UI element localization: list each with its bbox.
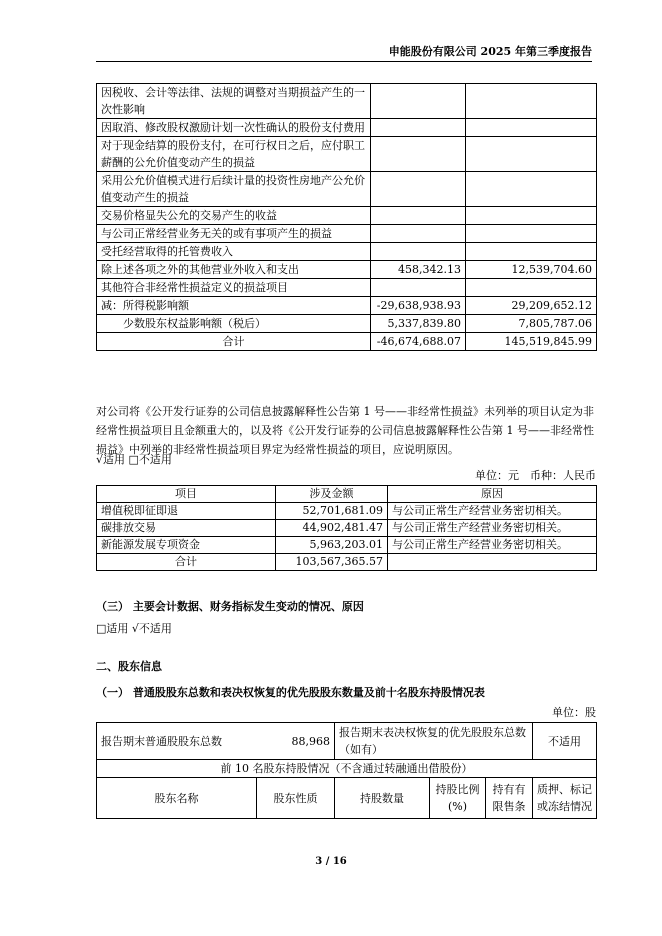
item-cell: 与公司正常经营业务无关的或有事项产生的损益 <box>97 225 371 243</box>
table-row <box>97 261 597 279</box>
table-row <box>97 723 597 760</box>
current-period-cell <box>371 137 466 172</box>
table-row <box>97 315 597 333</box>
item-cell: 其他符合非经常性损益定义的损益项目 <box>97 279 371 297</box>
item-cell: 合计 <box>97 554 276 571</box>
current-period-cell: 5,337,839.80 <box>371 315 466 333</box>
item-cell: 新能源发展专项资金 <box>97 537 276 554</box>
header-cell: 项目 <box>97 486 276 503</box>
amount-cell: 5,963,203.01 <box>276 537 388 554</box>
table-row <box>97 84 597 119</box>
currency-unit: 单位：元 币种：人民币 <box>475 469 596 482</box>
reason-cell: 与公司正常生产经营业务密切相关。 <box>388 520 597 537</box>
ytd-cell <box>466 207 597 225</box>
item-cell: 除上述各项之外的其他营业外收入和支出 <box>97 261 371 279</box>
current-period-cell: 458,342.13 <box>371 261 466 279</box>
reason-cell: 与公司正常生产经营业务密切相关。 <box>388 537 597 554</box>
table-row <box>97 520 597 537</box>
table-row <box>97 279 597 297</box>
item-cell: 少数股东权益影响额（税后） <box>97 315 371 333</box>
table-row <box>97 554 597 571</box>
item-cell: 碳排放交易 <box>97 520 276 537</box>
section-3-title: （三） 主要会计数据、财务指标发生变动的情况、原因 <box>96 600 364 613</box>
header-cell: 股东性质 <box>257 778 335 819</box>
amount-cell: 44,902,481.47 <box>276 520 388 537</box>
header-cell: 持股比例(%) <box>430 778 486 819</box>
page-header: 申能股份有限公司 2025 年第三季度报告 <box>388 45 592 58</box>
item-cell: 合计 <box>97 333 371 351</box>
explanation-paragraph: 对公司将《公开发行证券的公司信息披露解释性公告第 1 号——非经常性损益》未列举的项目认定为非经常性损益项目且金额重大的，以及将《公开发行证券的公司信息披露解释性公告第 1 号——非经常性损益》中列举的非经常性损益项目界定为经常性损益的项目，应说明原因。 <box>96 405 594 456</box>
subsection-1-title: （一） 普通股股东总数和表决权恢复的优先股股东数量及前十名股东持股情况表 <box>96 686 485 699</box>
shareholders-title: 二、股东信息 <box>96 660 162 673</box>
table-row <box>97 119 597 137</box>
total-shareholders-value: 88,968 <box>291 734 330 748</box>
section-3-applicable: □适用 √不适用 <box>96 622 172 635</box>
page-number: 3 / 16 <box>315 856 347 867</box>
current-period-cell <box>371 243 466 261</box>
current-period-cell <box>371 119 466 137</box>
current-period-cell <box>371 84 466 119</box>
table-row <box>97 207 597 225</box>
amount-cell: 52,701,681.09 <box>276 503 388 520</box>
header-divider <box>96 61 592 62</box>
item-cell: 因税收、会计等法律、法规的调整对当期损益产生的一次性影响 <box>97 84 371 119</box>
preferred-shareholders-label: 报告期末表决权恢复的优先股股东总数（如有） <box>335 723 533 760</box>
reclassified-items-table <box>96 485 597 571</box>
table-row <box>97 333 597 351</box>
ytd-cell: 7,805,787.06 <box>466 315 597 333</box>
table-row <box>97 225 597 243</box>
header-cell: 持股数量 <box>335 778 430 819</box>
item-cell: 采用公允价值模式进行后续计量的投资性房地产公允价值变动产生的损益 <box>97 172 371 207</box>
header-cell: 原因 <box>388 486 597 503</box>
header-cell: 股东名称 <box>97 778 257 819</box>
table-header-row <box>97 486 597 503</box>
current-period-cell: -46,674,688.07 <box>371 333 466 351</box>
table-row <box>97 503 597 520</box>
current-period-cell <box>371 279 466 297</box>
ytd-cell: 12,539,704.60 <box>466 261 597 279</box>
header-cell: 质押、标记或冻结情况 <box>533 778 597 819</box>
table-row <box>97 297 597 315</box>
item-cell: 增值税即征即退 <box>97 503 276 520</box>
ytd-cell <box>466 172 597 207</box>
header-cell: 持有有限售条 <box>486 778 533 819</box>
amount-cell: 103,567,365.57 <box>276 554 388 571</box>
current-period-cell: -29,638,938.93 <box>371 297 466 315</box>
ytd-cell <box>466 84 597 119</box>
shareholders-table <box>96 722 597 819</box>
table-header-row <box>97 778 597 819</box>
share-unit: 单位：股 <box>552 706 596 719</box>
reason-cell <box>388 554 597 571</box>
current-period-cell <box>371 207 466 225</box>
item-cell: 减：所得税影响额 <box>97 297 371 315</box>
table-row <box>97 537 597 554</box>
table-row <box>97 137 597 172</box>
item-cell: 对于现金结算的股份支付，在可行权日之后，应付职工薪酬的公允价值变动产生的损益 <box>97 137 371 172</box>
top10-title: 前 10 名股东持股情况（不含通过转融通出借股份） <box>97 760 597 778</box>
ytd-cell <box>466 243 597 261</box>
current-period-cell <box>371 225 466 243</box>
table-row <box>97 760 597 778</box>
ytd-cell <box>466 119 597 137</box>
ytd-cell <box>466 225 597 243</box>
current-period-cell <box>371 172 466 207</box>
ytd-cell: 145,519,845.99 <box>466 333 597 351</box>
total-shareholders-label: 报告期末普通股股东总数 <box>101 734 222 748</box>
reason-cell: 与公司正常生产经营业务密切相关。 <box>388 503 597 520</box>
item-cell: 因取消、修改股权激励计划一次性确认的股份支付费用 <box>97 119 371 137</box>
header-cell: 涉及金额 <box>276 486 388 503</box>
item-cell: 受托经营取得的托管费收入 <box>97 243 371 261</box>
table-row <box>97 172 597 207</box>
table-row <box>97 243 597 261</box>
non-recurring-items-table <box>96 83 597 351</box>
ytd-cell: 29,209,652.12 <box>466 297 597 315</box>
preferred-shareholders-value: 不适用 <box>533 723 597 760</box>
applicable-status: √适用 □不适用 <box>96 453 172 466</box>
item-cell: 交易价格显失公允的交易产生的收益 <box>97 207 371 225</box>
ytd-cell <box>466 137 597 172</box>
ytd-cell <box>466 279 597 297</box>
